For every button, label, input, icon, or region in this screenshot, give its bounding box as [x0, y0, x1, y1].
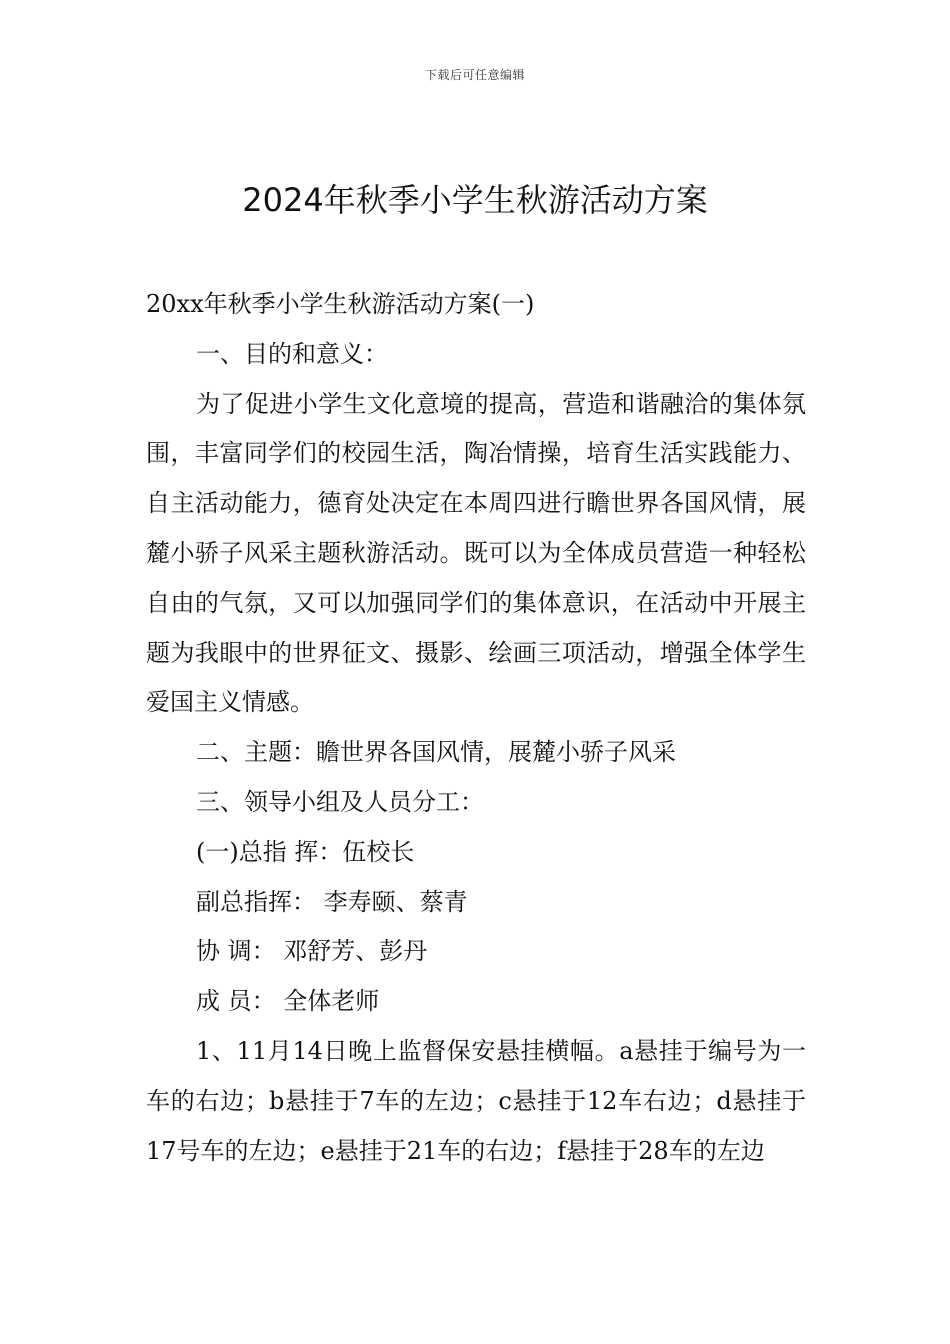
- document-body: [146, 280, 806, 1176]
- paragraph-deputy-commander: 副总指挥： 李寿颐、蔡青: [196, 887, 468, 916]
- paragraph-members: 成 员： 全体老师: [196, 987, 380, 1016]
- header-note: 下载后可任意编辑: [424, 68, 525, 82]
- paragraph-purpose-body: 为了促进小学生文化意境的提高，营造和谐融洽的集体氛围，丰富同学们的校园生活，陶冶情操，培育生活实践能力、自主活动能力，德育处决定在本周四进行瞻世界各国风情，展麓小骄子风采主题秋游活动。既可以为全体成员营造一种轻松自由的气氛，又可以加强同学们的集体意识，在活动中开展主题为我眼中的世界征文、摄影、绘画三项活动，增强全体学生爱国主义情感。: [146, 389, 806, 717]
- paragraph-banner-tasks: 1、11月14日晚上监督保安悬挂横幅。a悬挂于编号为一车的右边；b悬挂于7车的左边；c悬挂于12车右边；d悬挂于17号车的左边；e悬挂于21车的右边；f悬挂于28车的左边: [146, 1036, 806, 1165]
- document-title: 2024年秋季小学生秋游活动方案: [242, 181, 708, 219]
- paragraph-commander: (一)总指 挥：伍校长: [196, 837, 415, 866]
- paragraph-purpose-heading: 一、目的和意义：: [196, 339, 388, 368]
- paragraph-theme: 二、主题：瞻世界各国风情，展麓小骄子风采: [196, 738, 676, 767]
- section-heading: 20xx年秋季小学生秋游活动方案(一): [146, 290, 535, 318]
- paragraph-coordinators: 协 调： 邓舒芳、彭丹: [196, 937, 428, 966]
- paragraph-leadership-heading: 三、领导小组及人员分工：: [196, 787, 484, 816]
